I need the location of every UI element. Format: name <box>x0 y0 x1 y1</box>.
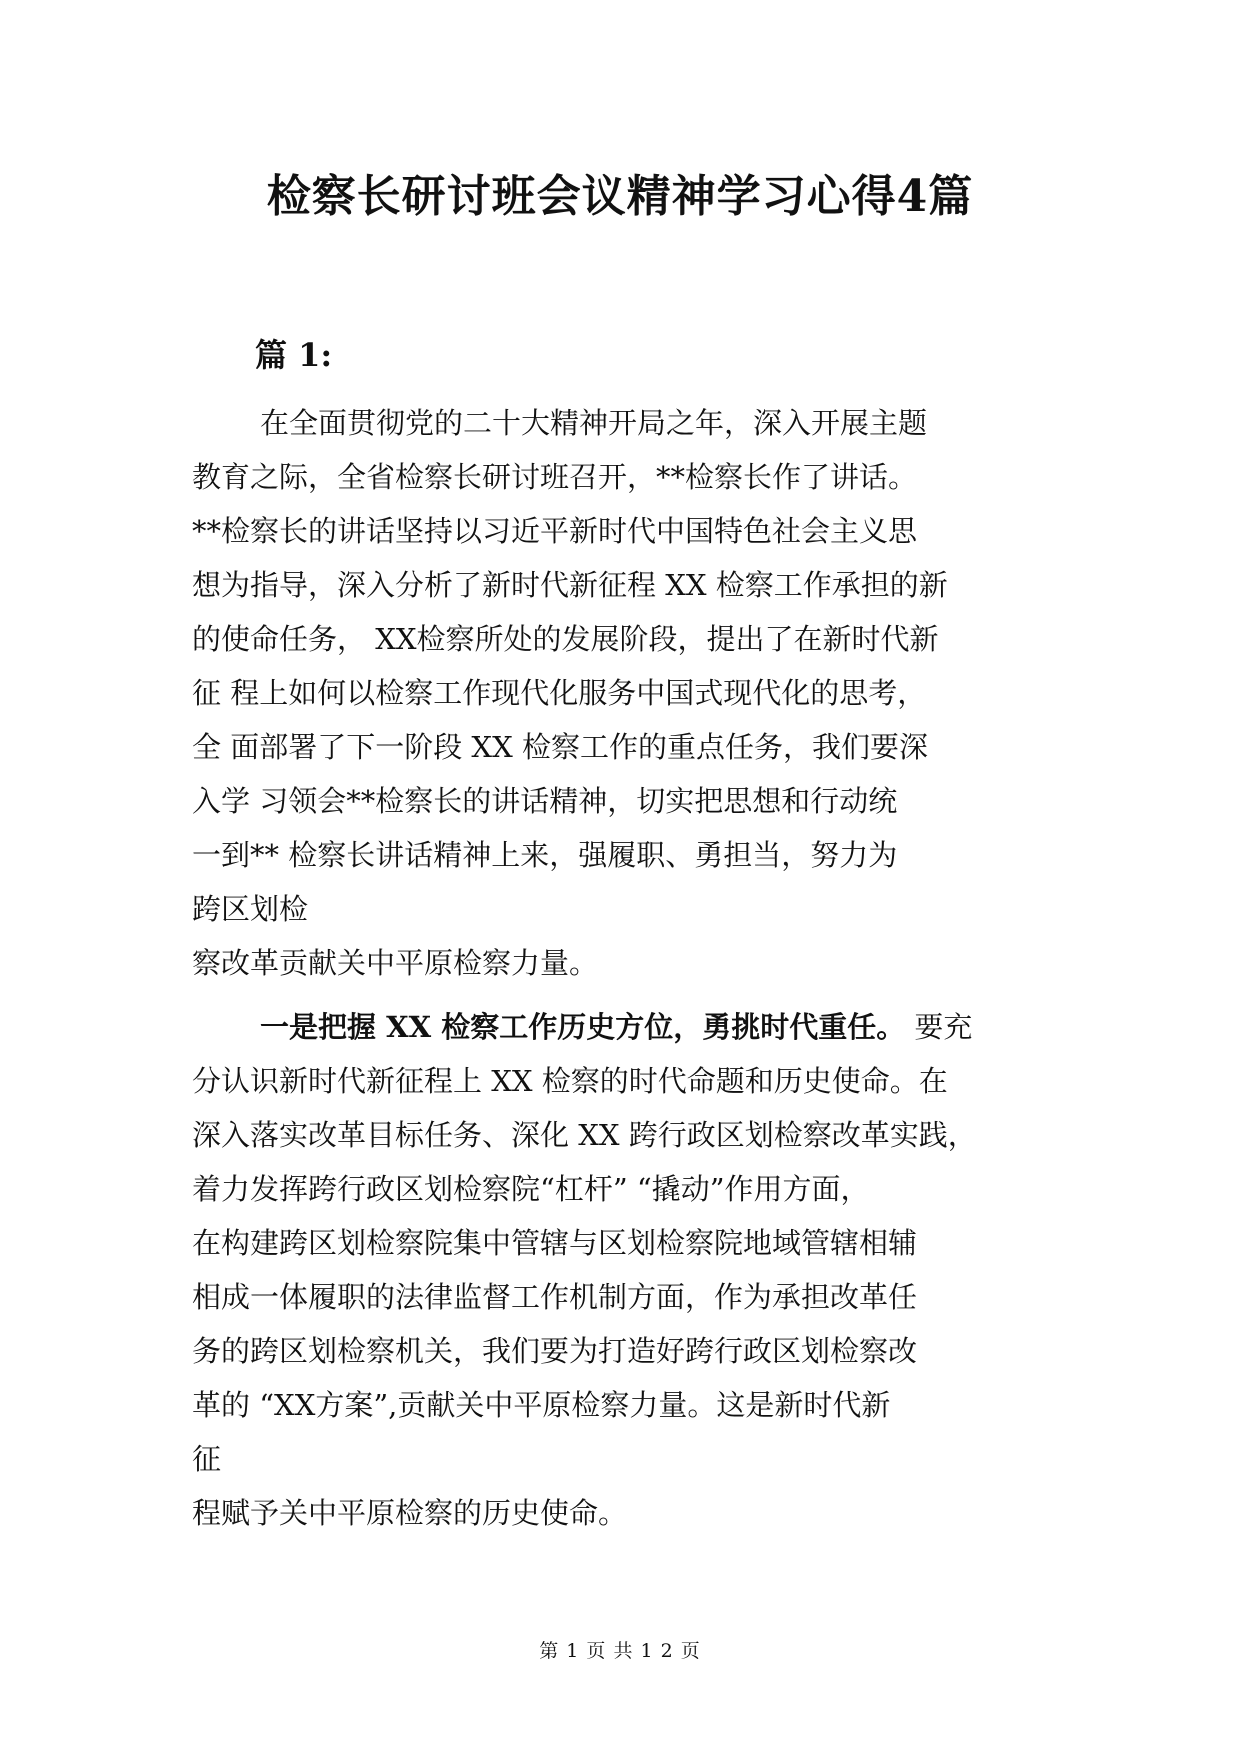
page-footer: 第 1 页 共 1 2 页 <box>539 1640 701 1662</box>
paragraph-2 <box>192 1000 1072 1540</box>
paragraph-1 <box>192 396 1072 990</box>
text-line: 的使命任务， XX检察所处的发展阶段，提出了在新时代新 <box>192 622 939 656</box>
text-line: 在构建跨区划检察院集中管辖与区划检察院地域管辖相辅 <box>192 1226 918 1260</box>
text-line: 教育之际，全省检察长研讨班召开，**检察长作了讲话。 <box>192 460 918 494</box>
text-line: 征 程上如何以检察工作现代化服务中国式现代化的思考， <box>192 676 927 710</box>
text-line: 一到** 检察长讲话精神上来，强履职、勇担当，努力为 <box>192 838 898 872</box>
paragraph-lead-bold: 一是把握 XX 检察工作历史方位，勇挑时代重任。 <box>260 1010 906 1044</box>
text-line: 分认识新时代新征程上 XX 检察的时代命题和历史使命。在 <box>192 1064 948 1098</box>
text-line: **检察长的讲话坚持以习近平新时代中国特色社会主义思 <box>192 514 918 548</box>
text-line: 入学 习领会**检察长的讲话精神，切实把思想和行动统 <box>192 784 898 818</box>
text-line: 征 <box>192 1442 222 1476</box>
text-line: 务的跨区划检察机关，我们要为打造好跨行政区划检察改 <box>192 1334 918 1368</box>
text-line: 想为指导，深入分析了新时代新征程 XX 检察工作承担的新 <box>192 568 948 602</box>
text-line: 相成一体履职的法律监督工作机制方面，作为承担改革任 <box>192 1280 918 1314</box>
text-line: 程赋予关中平原检察的历史使命。 <box>192 1496 628 1530</box>
text-line: 在全面贯彻党的二十大精神开局之年，深入开展主题 <box>260 406 928 440</box>
text-line: 革的 “XX方案”,贡献关中平原检察力量。这是新时代新 <box>192 1388 891 1422</box>
text-line: 跨区划检 <box>192 892 309 926</box>
text-line: 全 面部署了下一阶段 XX 检察工作的重点任务，我们要深 <box>192 730 928 764</box>
text-line: 着力发挥跨行政区划检察院“杠杆” “撬动”作用方面， <box>192 1172 870 1206</box>
text-line: 深入落实改革目标任务、深化 XX 跨行政区划检察改革实践， <box>192 1118 977 1152</box>
paragraph-lead-rest: 要充 <box>905 1010 973 1044</box>
text-line-lead <box>192 1000 1072 1054</box>
text-line: 察改革贡献关中平原检察力量。 <box>192 946 599 980</box>
document-title: 检察长研讨班会议精神学习心得4篇 <box>266 171 974 222</box>
section-heading: 篇 1: <box>255 336 333 374</box>
